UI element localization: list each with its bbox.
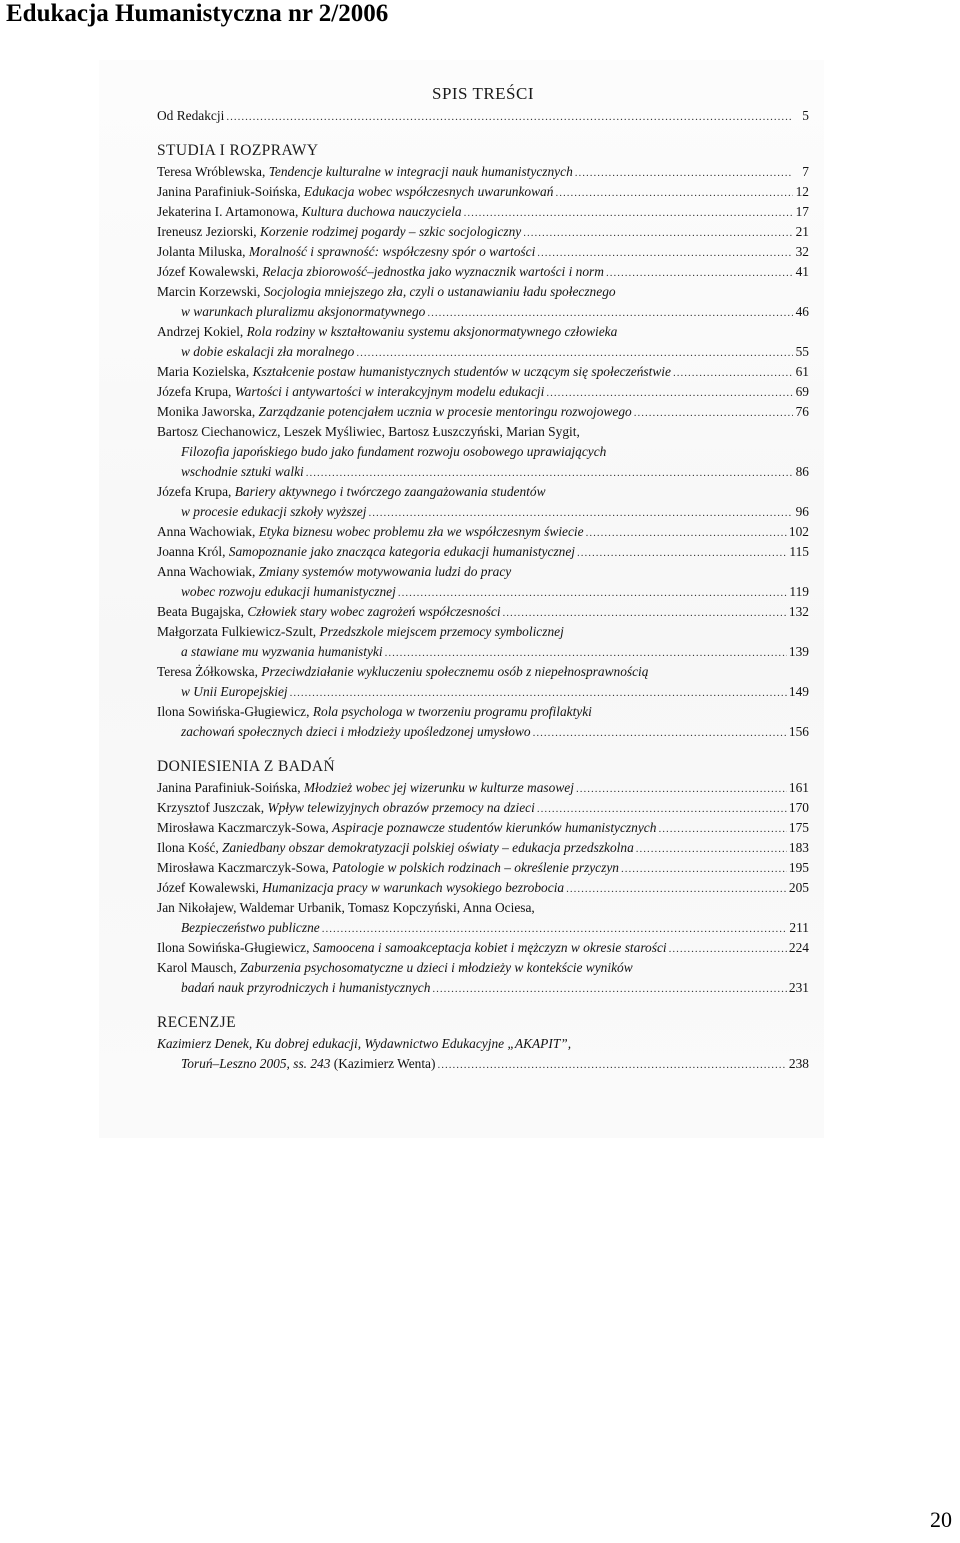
toc-entry [157,1034,809,1054]
entry-author: Janina Parafiniuk-Soińska, [157,780,304,795]
dot-leader [546,383,793,402]
toc-entry-continuation [157,978,809,998]
entry-author: Ilona Kość, [157,840,223,855]
entry-author: Maria Kozielska, [157,364,253,379]
entry-title: Samopoznanie jako znacząca kategoria edukacji humanistycznej [228,544,576,559]
dot-leader [636,839,787,858]
toc-entry [157,878,809,898]
entry-page: 115 [789,544,809,559]
page-number: 20 [930,1507,952,1532]
entry-page: 96 [795,504,809,519]
entry-page: 149 [788,684,809,699]
toc-entry-continuation [157,642,809,662]
toc-entry [157,562,809,582]
dot-leader [322,919,788,938]
entry-page: 86 [795,464,809,479]
entry-title-continuation: badań nauk przyrodniczych i humanistycznych [181,980,431,995]
entry-page: 41 [795,264,809,279]
entry-title-continuation: wobec rozwoju edukacji humanistycznej [181,584,396,599]
dot-leader [576,779,787,798]
entry-title: Kazimierz Denek, Ku dobrej edukacji, Wydawnictwo Edukacyjne „AKAPIT”, [157,1036,572,1051]
dot-leader [290,683,787,702]
section-gap [157,126,809,140]
entry-page: 175 [788,820,809,835]
toc-entry [157,602,809,622]
entry-page: 170 [788,800,809,815]
toc-entry [157,858,809,878]
entry-title: Etyka biznesu wobec problemu zła we współczesnym świecie [258,524,584,539]
toc-entry [157,482,809,502]
toc-entry [157,382,809,402]
toc-entry-continuation [157,462,809,482]
entry-title: Zarządzanie potencjałem ucznia w procesie mentoringu rozwojowego [258,404,632,419]
entry-page: 205 [788,880,809,895]
section-gap [157,742,809,756]
entry-title: Przedszkole miejscem przemocy symbolicznej [319,624,564,639]
entry-title-continuation: zachowań społecznych dzieci i młodzieży upośledzonej umysłowo [181,724,531,739]
entry-page: 55 [795,344,809,359]
toc-intro-page: 5 [802,108,809,123]
entry-title: Zaburzenia psychosomatyczne u dzieci i młodzieży w kontekście wyników [239,960,633,975]
entry-author: Józefa Krupa, [157,384,235,399]
dot-leader [464,203,793,222]
entry-page: 139 [788,644,809,659]
toc-entry [157,622,809,642]
toc-entry [157,422,809,442]
dot-leader [368,503,793,522]
entry-title: Kultura duchowa nauczyciela [301,204,462,219]
entry-author: Józef Kowalewski, [157,264,263,279]
dot-leader [634,403,793,422]
dot-leader [432,979,786,998]
entry-title-continuation: w dobie eskalacji zła moralnego [181,344,355,359]
entry-page: 17 [795,204,809,219]
entry-reviewer: (Kazimierz Wenta) [330,1056,436,1071]
dot-leader [566,879,787,898]
entry-title: Wartości i antywartości w interakcyjnym modelu edukacji [234,384,545,399]
dot-leader [427,303,793,322]
toc-entry [157,958,809,978]
entry-title: Bariery aktywnego i twórczego zaangażowania studentów [234,484,546,499]
toc-entry-continuation [157,722,809,742]
dot-leader [621,859,787,878]
entry-author: Bartosz Ciechanowicz, Leszek Myśliwiec, Bartosz Łuszczyński, Marian Sygit, [157,424,580,439]
dot-leader [385,643,787,662]
dot-leader [533,723,787,742]
entry-page: 32 [795,244,809,259]
entry-title: Zmiany systemów motywowania ludzi do pracy [258,564,512,579]
entry-author: Joanna Król, [157,544,229,559]
entry-title: Kształcenie postaw humanistycznych studentów w uczącym się społeczeństwie [252,364,671,379]
toc-entry-continuation [157,1054,809,1074]
entry-author: Ireneusz Jeziorski, [157,224,260,239]
entry-page: 132 [788,604,809,619]
toc-entry [157,202,809,222]
entry-page: 224 [788,940,809,955]
entry-page: 76 [795,404,809,419]
scanned-page [99,60,824,1138]
toc-entry [157,402,809,422]
section-gap [157,998,809,1012]
entry-author: Anna Wachowiak, [157,524,259,539]
entry-page: 12 [795,184,809,199]
toc-entry [157,362,809,382]
toc-entry-continuation [157,682,809,702]
entry-title: Młodzież wobec jej wizerunku w kulturze masowej [303,780,574,795]
entry-title: Socjologia mniejszego zła, czyli o ustanawianiu ładu społecznego [263,284,616,299]
dot-leader [575,163,793,182]
toc-entry-continuation [157,502,809,522]
entry-title: Zaniedbany obszar demokratyzacji polskiej oświaty – edukacja przedszkolna [222,840,634,855]
dot-leader [658,819,786,838]
entry-page: 102 [788,524,809,539]
dot-leader [673,363,793,382]
entry-title: Moralność i sprawność: współczesny spór o wartości [248,244,536,259]
toc-entry-continuation [157,342,809,362]
entry-author: Mirosława Kaczmarczyk-Sowa, [157,820,333,835]
dot-leader [306,463,793,482]
toc-entry [157,282,809,302]
entry-title: Rola rodziny w kształtowaniu systemu aksjonormatywnego człowieka [246,324,618,339]
entry-page: 21 [795,224,809,239]
entry-title-continuation: w procesie edukacji szkoły wyższej [181,504,367,519]
toc-entry-continuation [157,582,809,602]
entry-page: 161 [788,780,809,795]
entry-page: 46 [795,304,809,319]
entry-page: 156 [788,724,809,739]
entry-title-continuation: w warunkach pluralizmu aksjonormatywnego [181,304,426,319]
entry-title: Edukacja wobec współczesnych uwarunkowań [303,184,554,199]
entry-title-continuation: Bezpieczeństwo publiczne [181,920,320,935]
section-heading: DONIESIENIA Z BADAŃ [157,758,336,775]
entry-page: 69 [795,384,809,399]
entry-title-continuation: wschodnie sztuki walki [181,464,304,479]
toc-entry [157,818,809,838]
toc-intro-text: Od Redakcji [157,108,225,123]
dot-leader [356,343,793,362]
section-heading: RECENZJE [157,1014,236,1031]
entry-page: 183 [788,840,809,855]
toc-entry [157,938,809,958]
toc-entry [157,838,809,858]
toc-entry [157,798,809,818]
dot-leader [398,583,788,602]
toc-intro-line [157,106,809,126]
entry-title: Wpływ telewizyjnych obrazów przemocy na dzieci [267,800,535,815]
entry-title: Samoocena i samoakceptacja kobiet i mężczyzn w okresie starości [312,940,667,955]
entry-author: Mirosława Kaczmarczyk-Sowa, [157,860,333,875]
entry-page: 231 [788,980,809,995]
dot-leader [537,243,793,262]
dot-leader [669,939,787,958]
toc-entry [157,242,809,262]
toc-entry-continuation [157,302,809,322]
dot-leader [586,523,787,542]
entry-page: 7 [802,164,809,179]
entry-title: Korzenie rodzimej pogardy – szkic socjologiczny [260,224,522,239]
toc-entry [157,162,809,182]
entry-author: Józefa Krupa, [157,484,235,499]
toc-entry [157,182,809,202]
entry-title: Przeciwdziałanie wykluczeniu społecznemu osób z niepełnosprawnością [261,664,649,679]
toc-title: SPIS TREŚCI [431,84,535,103]
entry-title-continuation: w Unii Europejskiej [181,684,288,699]
toc-entry [157,778,809,798]
entry-title-continuation: Toruń–Leszno 2005, ss. 243 [181,1056,331,1071]
dot-leader [226,107,793,126]
entry-author: Jekaterina I. Artamonowa, [157,204,302,219]
entry-author: Ilona Sowińska-Gługiewicz, [157,704,313,719]
dot-leader [503,603,787,622]
entry-author: Jolanta Miluska, [157,244,249,259]
entry-author: Beata Bugajska, [157,604,248,619]
entry-author: Andrzej Kokiel, [157,324,247,339]
entry-page: 61 [795,364,809,379]
toc-entry [157,898,809,918]
entry-author: Janina Parafiniuk-Soińska, [157,184,304,199]
entry-page: 211 [789,920,809,935]
entry-author: Monika Jaworska, [157,404,259,419]
entry-author: Karol Mausch, [157,960,240,975]
entry-author: Małgorzata Fulkiewicz-Szult, [157,624,320,639]
entry-author: Krzysztof Juszczak, [157,800,268,815]
entry-author: Ilona Sowińska-Gługiewicz, [157,940,313,955]
table-of-contents [157,82,809,1074]
dot-leader [537,799,787,818]
dot-leader [555,183,793,202]
toc-entry [157,262,809,282]
entry-author: Jan Nikołajew, Waldemar Urbanik, Tomasz Kopczyński, Anna Ociesa, [157,900,535,915]
toc-entry [157,542,809,562]
entry-title: Patologie w polskich rodzinach – określenie przyczyn [332,860,619,875]
toc-entry [157,322,809,342]
toc-entry [157,662,809,682]
entry-page: 195 [788,860,809,875]
entry-page: 238 [788,1056,809,1071]
entry-title: Rola psychologa w tworzeniu programu profilaktyki [312,704,592,719]
section-heading: STUDIA I ROZPRAWY [157,142,319,159]
entry-title: Tendencje kulturalne w integracji nauk humanistycznych [268,164,573,179]
entry-author: Teresa Wróblewska, [157,164,269,179]
dot-leader [437,1055,786,1074]
dot-leader [523,223,793,242]
entry-title-continuation: Filozofia japońskiego budo jako fundament rozwoju osobowego uprawiających [181,444,607,459]
entry-title: Człowiek stary wobec zagrożeń współczesności [247,604,501,619]
entry-title-continuation: a stawiane mu wyzwania humanistyki [181,644,383,659]
entry-title: Humanizacja pracy w warunkach wysokiego bezrobocia [262,880,565,895]
dot-leader [577,543,787,562]
entry-title: Relacja zbiorowość–jednostka jako wyznacznik wartości i norm [262,264,604,279]
toc-entry [157,522,809,542]
toc-entry-continuation [157,918,809,938]
toc-sections [157,126,809,1074]
entry-author: Anna Wachowiak, [157,564,259,579]
dot-leader [606,263,793,282]
toc-entry-continuation [157,442,809,462]
entry-title: Aspiracje poznawcze studentów kierunków humanistycznych [332,820,657,835]
toc-entry [157,222,809,242]
entry-author: Józef Kowalewski, [157,880,263,895]
entry-author: Marcin Korzewski, [157,284,264,299]
entry-author: Teresa Żółkowska, [157,664,262,679]
toc-entry [157,702,809,722]
running-header: Edukacja Humanistyczna nr 2/2006 [6,0,389,27]
entry-page: 119 [789,584,809,599]
